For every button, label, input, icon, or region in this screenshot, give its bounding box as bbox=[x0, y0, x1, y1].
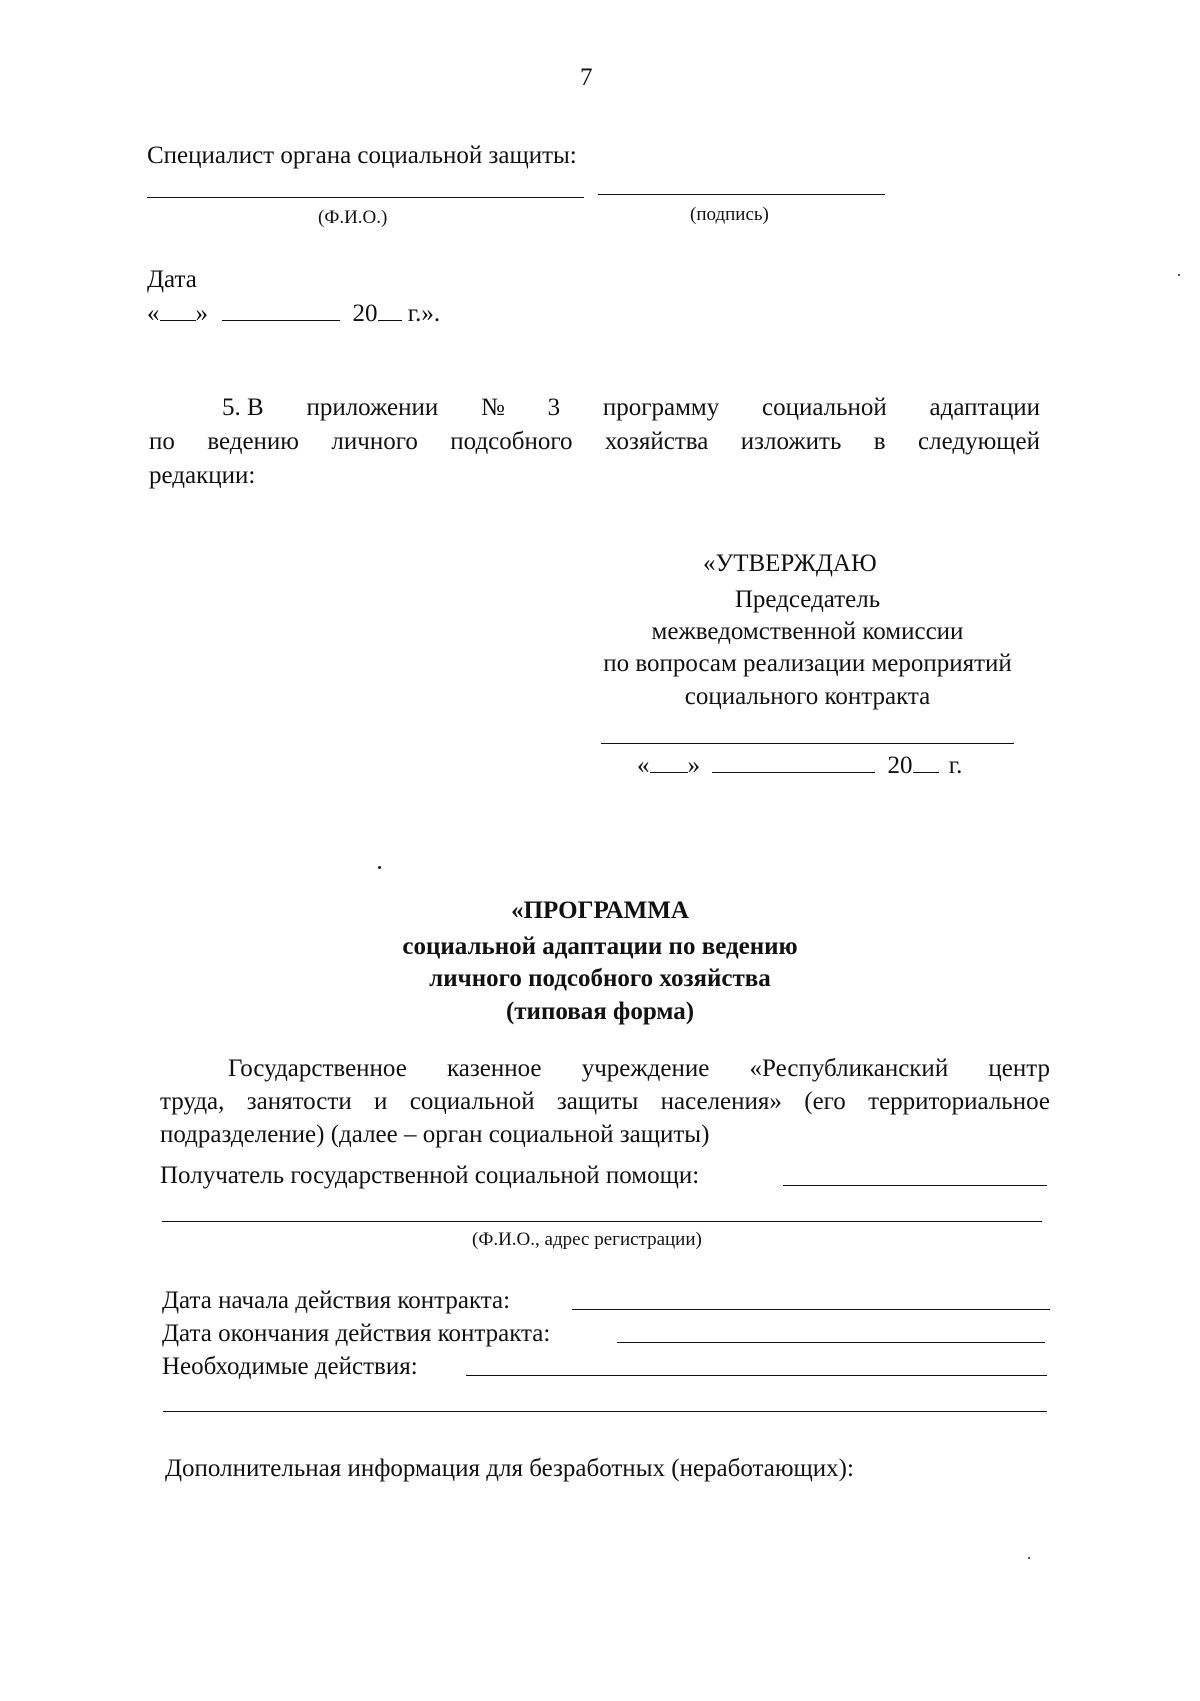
end-date-label: Дата окончания действия контракта: bbox=[162, 1320, 551, 1347]
year-blank[interactable] bbox=[913, 750, 939, 773]
day-blank[interactable] bbox=[160, 298, 196, 321]
month-blank[interactable] bbox=[222, 298, 340, 321]
approval-line-4: социального контракта bbox=[684, 683, 931, 710]
paragraph-5-line-3: редакции: bbox=[149, 462, 256, 489]
year-suffix: г. bbox=[948, 752, 963, 779]
scan-speck bbox=[378, 866, 381, 869]
fio-signature-line[interactable] bbox=[147, 197, 584, 198]
program-subtitle-2: личного подсобного хозяйства bbox=[429, 965, 771, 992]
end-date-line[interactable] bbox=[617, 1342, 1045, 1343]
specialist-label: Специалист органа социальной защиты: bbox=[147, 142, 577, 169]
recipient-caption: (Ф.И.О., адрес регистрации) bbox=[472, 1229, 702, 1250]
recipient-address-line[interactable] bbox=[162, 1221, 1042, 1222]
year-blank[interactable] bbox=[378, 298, 402, 321]
approval-line-1: Председатель bbox=[734, 586, 881, 613]
institution-line-2: труда, занятости и социальной защиты населения» (его территориальное bbox=[160, 1088, 1050, 1115]
paragraph-5-line-2: по ведению личного подсобного хозяйства изложить в следующей bbox=[149, 428, 1040, 455]
approval-date-field bbox=[637, 750, 962, 782]
fio-caption: (Ф.И.О.) bbox=[318, 207, 388, 228]
quote-close: » bbox=[195, 300, 208, 327]
recipient-label: Получатель государственной социальной помощи: bbox=[160, 1162, 700, 1189]
year-suffix: г.». bbox=[407, 300, 441, 327]
approval-title: «УТВЕРЖДАЮ bbox=[703, 550, 877, 577]
quote-open: « bbox=[147, 300, 160, 327]
approval-line-2: межведомственной комиссии bbox=[651, 618, 964, 645]
page-number: 7 bbox=[580, 64, 593, 91]
date-field bbox=[147, 298, 440, 330]
p5-word: 5. В bbox=[222, 394, 264, 421]
program-subtitle-1: социальной адаптации по ведению bbox=[402, 933, 798, 960]
paragraph-5-line-1 bbox=[222, 392, 1040, 424]
program-subtitle-3: (типовая форма) bbox=[505, 998, 695, 1025]
quote-close: » bbox=[687, 752, 700, 779]
institution-line-1: Государственное казенное учреждение «Республиканский центр bbox=[228, 1055, 1050, 1082]
institution-line-3: подразделение) (далее – орган социальной защиты) bbox=[160, 1121, 710, 1148]
day-blank[interactable] bbox=[650, 750, 688, 773]
scan-speck bbox=[1028, 1557, 1030, 1559]
signature-caption: (подпись) bbox=[690, 204, 769, 225]
start-date-label: Дата начала действия контракта: bbox=[162, 1287, 511, 1314]
actions-label: Необходимые действия: bbox=[162, 1353, 418, 1380]
program-title: «ПРОГРАММА bbox=[511, 897, 689, 924]
p5-word: социальной bbox=[761, 394, 887, 421]
date-label: Дата bbox=[147, 266, 197, 293]
approval-line-3: по вопросам реализации мероприятий bbox=[603, 650, 1012, 677]
actions-line-2[interactable] bbox=[163, 1411, 1047, 1412]
p5-word: № bbox=[480, 394, 505, 421]
additional-info-label: Дополнительная информация для безработных (неработающих): bbox=[165, 1455, 854, 1482]
actions-line[interactable] bbox=[466, 1375, 1047, 1376]
p5-word: 3 bbox=[547, 394, 561, 421]
recipient-line[interactable] bbox=[783, 1185, 1047, 1186]
year-prefix: 20 bbox=[352, 300, 378, 327]
quote-open: « bbox=[637, 752, 650, 779]
year-prefix: 20 bbox=[887, 752, 913, 779]
scan-speck bbox=[1178, 274, 1180, 276]
start-date-line[interactable] bbox=[572, 1309, 1050, 1310]
signature-line[interactable] bbox=[598, 194, 885, 195]
chairman-signature-line[interactable] bbox=[601, 743, 1014, 744]
p5-word: адаптации bbox=[929, 394, 1040, 421]
p5-word: приложении bbox=[306, 394, 439, 421]
p5-word: программу bbox=[602, 394, 720, 421]
month-blank[interactable] bbox=[712, 750, 875, 773]
